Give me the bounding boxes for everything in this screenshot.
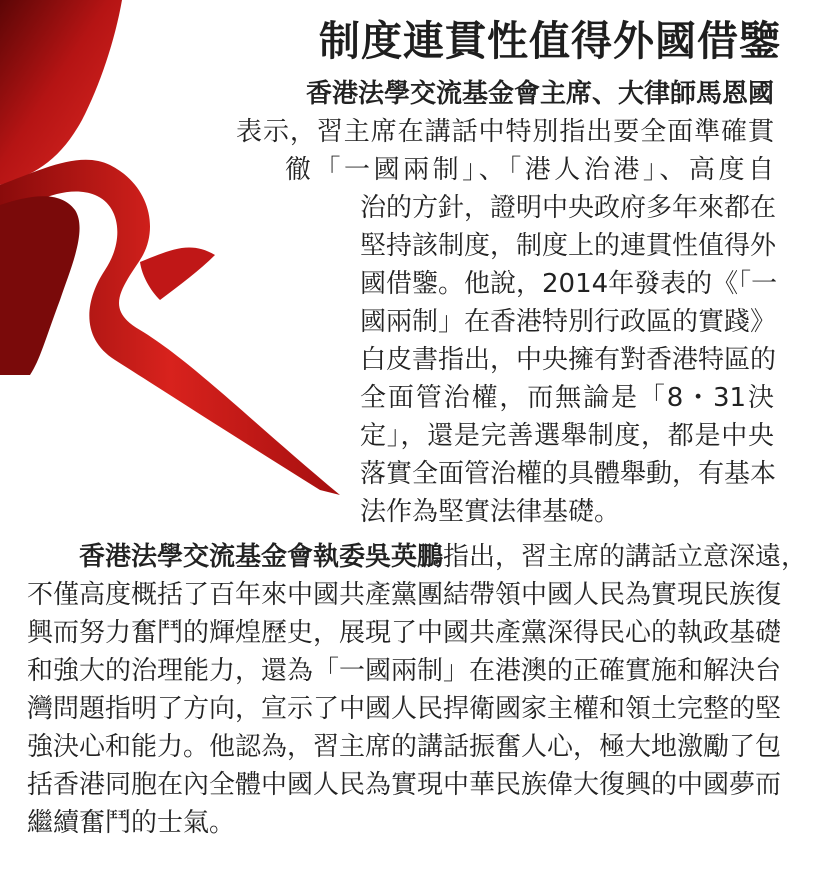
paragraph-line: 強決心和能力。他認為，習主席的講話振奮人心，極大地激勵了包	[27, 732, 782, 762]
paragraph-2	[27, 538, 808, 842]
speaker-name: 香港法學交流基金會執委吳英鵬	[79, 542, 444, 572]
paragraph-line: 白皮書指出，中央擁有對香港特區的	[360, 345, 777, 375]
paragraph-line	[27, 538, 808, 576]
paragraph-line: 表示，習主席在講話中特別指出要全面準確貫	[236, 117, 774, 147]
paragraph-line: 國借鑒。他說，2014年發表的《「一	[360, 269, 778, 299]
paragraph-line: 不僅高度概括了百年來中國共產黨團結帶領中國人民為實現民族復	[27, 580, 782, 610]
paragraph-line: 落實全面管治權的具體舉動，有基本	[360, 459, 777, 489]
paragraph-text: 指出，習主席的講話立意深遠，	[443, 542, 808, 572]
article-title: 制度連貫性值得外國借鑒	[319, 17, 781, 65]
paragraph-line: 法作為堅實法律基礎。	[360, 497, 621, 527]
paragraph-line: 興而努力奮鬥的輝煌歷史，展現了中國共產黨深得民心的執政基礎	[27, 618, 782, 648]
paragraph-line: 國兩制」在香港特別行政區的實踐》	[360, 307, 777, 337]
paragraph-line: 治的方針，證明中央政府多年來都在	[360, 193, 777, 223]
paragraph-line: 繼續奮鬥的士氣。	[27, 808, 236, 838]
paragraph-line: 全面管治權，而無論是「8・31決	[360, 383, 774, 413]
paragraph-line: 徹「一國兩制」、「港人治港」、高度自	[285, 155, 774, 185]
paragraph-line: 和強大的治理能力，還為「一國兩制」在港澳的正確實施和解決台	[27, 656, 782, 686]
paragraph-line: 灣問題指明了方向，宣示了中國人民捍衛國家主權和領土完整的堅	[27, 694, 782, 724]
speaker-name: 香港法學交流基金會主席、大律師馬恩國	[305, 79, 774, 109]
paragraph-line: 定」，還是完善選舉制度，都是中央	[360, 421, 774, 451]
paragraph-line: 堅持該制度，制度上的連貫性值得外	[360, 231, 777, 261]
paragraph-line: 括香港同胞在內全體中國人民為實現中華民族偉大復興的中國夢而	[27, 770, 782, 800]
